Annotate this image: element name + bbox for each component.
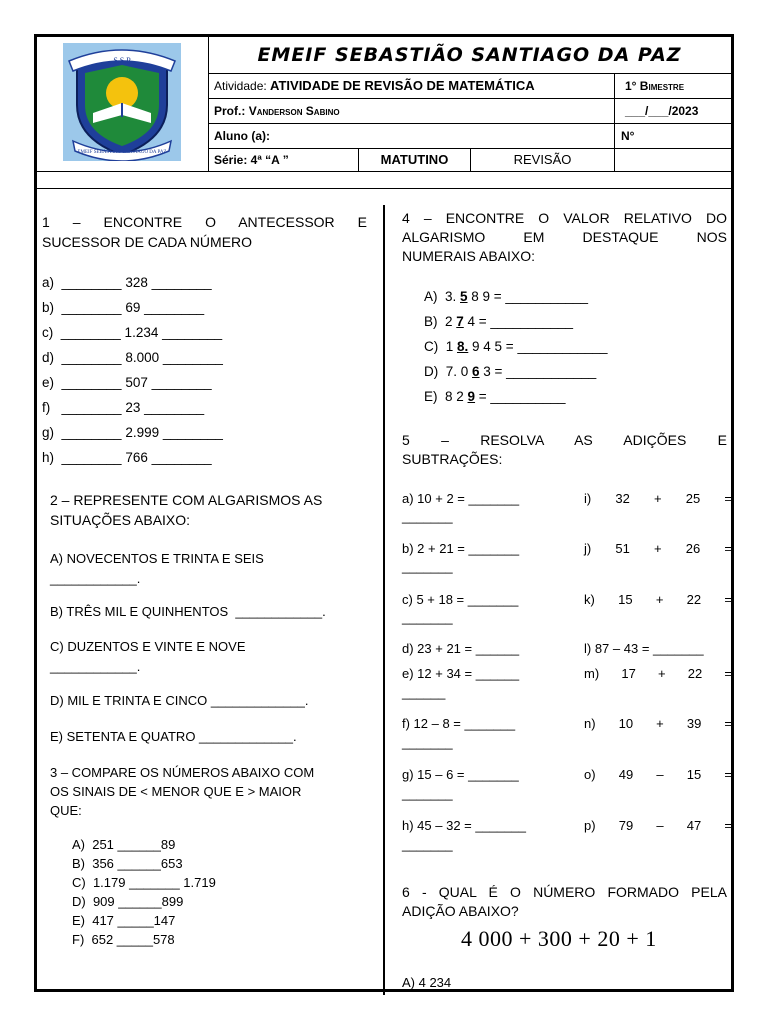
q3-item: F) 652 _____578 [72,932,175,947]
q1-item: b) ________ 69 ________ [42,300,205,315]
q5-left-item: f) 12 – 8 = _______ [402,716,516,731]
activity-row [208,74,731,99]
q3-title-line3: QUE: [50,803,82,818]
q5-answer-blank: _______ [402,735,453,750]
logo-text-bottom: EMEIF SEBASTIÃO SANTIAGO DA PAZ [77,150,167,155]
shift-label: MATUTINO [358,148,470,172]
q2-item-e: E) SETENTA E QUATRO _____________. [50,729,297,744]
q2-item-c-blank: ____________. [50,659,141,674]
q5-left-item: b) 2 + 21 = _______ [402,541,520,556]
q5-right-item: j) 51 + 26 = [584,541,732,556]
q4-item-b: B) 2 7 4 = ___________ [424,314,574,329]
q5-title-line1: 5 – RESOLVA AS ADIÇÕES E [402,432,727,448]
q2-item-c: C) DUZENTOS E VINTE E NOVE [50,639,246,654]
q5-right-item: l) 87 – 43 = _______ [584,641,704,656]
q5-answer-blank: ______ [402,685,446,700]
q5-left-item: a) 10 + 2 = _______ [402,491,520,506]
q1-title-line2: SUCESSOR DE CADA NÚMERO [42,234,253,250]
q3-item: E) 417 _____147 [72,913,176,928]
q1-item: g) ________ 2.999 ________ [42,425,223,440]
date-field: ___/___/2023 [614,99,731,123]
q5-answer-blank: _______ [402,509,453,524]
q4-highlight-digit: 5 [460,289,468,304]
q5-answer-blank: _______ [402,559,453,574]
q5-title-line2: SUBTRAÇÕES: [402,451,503,467]
q6-option-a: A) 4 234 [402,975,452,990]
q4-item-d: D) 7. 0 6 3 = ____________ [424,364,597,379]
q4-item-e: E) 8 2 9 = __________ [424,389,566,404]
q6-formula: 4 000 + 300 + 20 + 1 [461,926,657,951]
q1-item: d) ________ 8.000 ________ [42,350,223,365]
professor-row [208,99,731,124]
professor-name: Vanderson Sabino [248,104,340,118]
q1-item: a) ________ 328 ________ [42,275,212,290]
q1-item: f) ________ 23 ________ [42,400,205,415]
header-spacer-row [37,171,731,189]
q5-left-item: d) 23 + 21 = ______ [402,641,520,656]
type-label: REVISÃO [470,148,614,172]
q1-item: e) ________ 507 ________ [42,375,212,390]
q3-item: D) 909 ______899 [72,894,184,909]
q3-item: A) 251 ______89 [72,837,176,852]
q5-left-item: g) 15 – 6 = _______ [402,767,519,782]
student-label: Aluno (a): [214,129,270,143]
student-row [208,124,731,149]
logo-text-top: S.S.P [113,56,131,65]
activity-label: Atividade: [214,79,267,93]
q5-left-item: c) 5 + 18 = _______ [402,592,519,607]
q2-item-d: D) MIL E TRINTA E CINCO _____________. [50,693,309,708]
school-name: EMEIF SEBASTIÃO SANTIAGO DA PAZ [208,37,731,74]
q6-title-line2: ADIÇÃO ABAIXO? [402,903,519,919]
q4-highlight-digit: 7 [456,314,464,329]
q5-right-item: n) 10 + 39 = [584,716,732,731]
q5-right-item: k) 15 + 22 = [584,592,732,607]
activity-value: ATIVIDADE DE REVISÃO DE MATEMÁTICA [270,78,535,93]
q1-item: h) ________ 766 ________ [42,450,212,465]
q3-title-line1: 3 – COMPARE OS NÚMEROS ABAIXO COM [50,765,315,780]
q5-right-item: i) 32 + 25 = [584,491,732,506]
column-divider [383,205,385,995]
q2-item-a: A) NOVECENTOS E TRINTA E SEIS [50,551,264,566]
q2-item-a-blank: ____________. [50,571,141,586]
bimester: 1° Bimestre [614,74,731,98]
q5-right-item: m) 17 + 22 = [584,666,732,681]
school-logo [63,43,181,161]
q5-left-item: e) 12 + 34 = ______ [402,666,520,681]
q5-right-item: p) 79 – 47 = [584,818,732,833]
q4-title-line3: NUMERAIS ABAIXO: [402,248,536,264]
q5-answer-blank: _______ [402,610,453,625]
q1-item: c) ________ 1.234 ________ [42,325,223,340]
class-row [208,148,731,171]
q4-item-c: C) 1 8. 9 4 5 = ____________ [424,339,608,354]
q5-right-item: o) 49 – 15 = [584,767,732,782]
q2-title-line1: 2 – REPRESENTE COM ALGARISMOS AS [50,492,323,508]
number-label: N° [614,124,731,148]
q4-title-line1: 4 – ENCONTRE O VALOR RELATIVO DO [402,210,727,226]
q3-item: C) 1.179 _______ 1.719 [72,875,216,890]
professor-label: Prof.: [214,104,246,118]
q1-title-line1: 1 – ENCONTRE O ANTECESSOR E [42,214,367,230]
q5-left-item: h) 45 – 32 = _______ [402,818,526,833]
q3-title-line2: OS SINAIS DE < MENOR QUE E > MAIOR [50,784,302,799]
q4-item-a: A) 3. 5 8 9 = ___________ [424,289,589,304]
q5-answer-blank: _______ [402,837,453,852]
q5-answer-blank: _______ [402,786,453,801]
worksheet-header [37,37,731,171]
q2-item-b: B) TRÊS MIL E QUINHENTOS ____________. [50,604,326,619]
worksheet-page [34,34,734,992]
q4-highlight-digit: 6 [472,364,480,379]
grade-label: Série: 4ª “A ” [214,153,289,167]
q3-item: B) 356 ______653 [72,856,183,871]
q4-title-line2: ALGARISMO EM DESTAQUE NOS [402,229,727,245]
q4-highlight-digit: 8. [457,339,469,354]
q6-title-line1: 6 - QUAL É O NÚMERO FORMADO PELA [402,884,727,900]
logo-cell [37,37,209,171]
q4-highlight-digit: 9 [467,389,476,404]
q2-title-line2: SITUAÇÕES ABAIXO: [50,512,191,528]
